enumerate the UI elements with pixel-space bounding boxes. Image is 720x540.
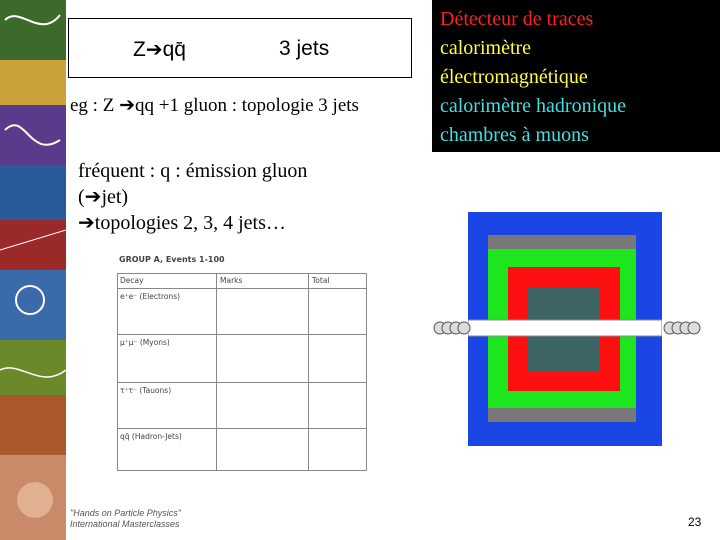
legend-item: chambres à muons: [440, 124, 589, 146]
table-row: τ⁺τ⁻ (Tauons): [120, 386, 172, 395]
detector-diagram: [468, 212, 662, 446]
title-right: 3 jets: [279, 37, 330, 60]
legend-item: Détecteur de traces: [440, 8, 594, 30]
legend-item: calorimètre: [440, 37, 532, 59]
title-left: Z➔qq̄: [133, 38, 186, 61]
legend-item: électromagnétique: [440, 66, 588, 88]
column-header: Total: [312, 276, 330, 285]
example-text: eg : Z ➔qq +1 gluon : topologie 3 jets: [70, 95, 359, 116]
table-header: GROUP A, Events 1-100: [119, 255, 225, 264]
table-grid: [117, 273, 367, 471]
arrow-right-icon: ➔: [145, 39, 163, 61]
table-row: e⁺e⁻ (Electrons): [120, 292, 181, 301]
arrow-right-icon: ➔: [84, 186, 102, 208]
sidebar-artwork: [0, 0, 66, 540]
bold-arrow-icon: ➔: [78, 212, 95, 234]
column-header: Marks: [220, 276, 243, 285]
detector-legend: [432, 0, 720, 152]
column-header: Decay: [120, 276, 144, 285]
beam-end-right-icon: [662, 316, 702, 340]
footer-logo-text: "Hands on Particle Physics" International Masterclasses: [70, 508, 181, 529]
table-row: μ⁺μ⁻ (Myons): [120, 338, 170, 347]
table-row: qq̄ (Hadron-Jets): [120, 432, 182, 441]
title-box: [68, 18, 412, 78]
page-number: 23: [688, 515, 702, 529]
beam-pipe: [468, 320, 662, 336]
arrow-right-icon: ➔: [119, 95, 135, 116]
beam-end-left-icon: [432, 316, 472, 340]
event-tally-table: [117, 253, 367, 471]
detector-schematic: [468, 212, 662, 446]
legend-item: calorimètre hadronique: [440, 95, 627, 117]
decorative-sidebar: [0, 0, 66, 540]
frequent-text: fréquent : q : émission gluon (➔jet) ➔topologies 2, 3, 4 jets…: [78, 160, 308, 234]
